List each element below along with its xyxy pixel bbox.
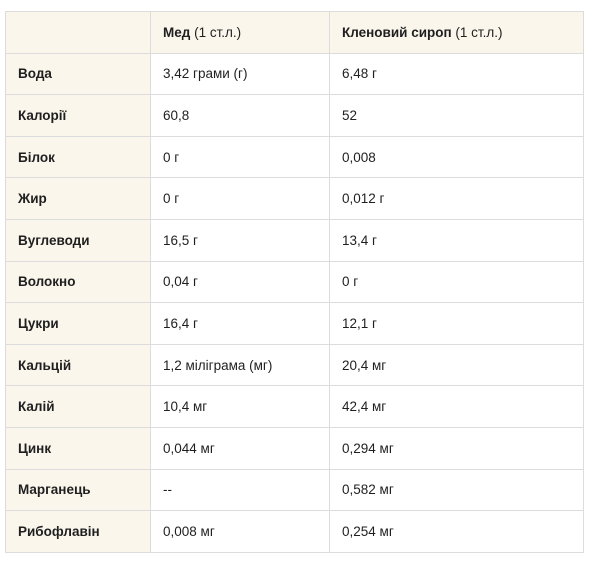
row-label-calcium: Кальцій (6, 344, 151, 386)
honey-water: 3,42 грами (г) (151, 53, 330, 95)
honey-protein: 0 г (151, 136, 330, 178)
syrup-water: 6,48 г (330, 53, 584, 95)
table-row (6, 261, 584, 303)
table-row (6, 427, 584, 469)
header-honey-title: Мед (163, 24, 191, 40)
table-row (6, 344, 584, 386)
table-row (6, 386, 584, 428)
table-row (6, 219, 584, 261)
honey-carbohydrates: 16,5 г (151, 219, 330, 261)
table-row (6, 136, 584, 178)
honey-calories: 60,8 (151, 95, 330, 137)
syrup-protein: 0,008 (330, 136, 584, 178)
row-label-potassium: Калій (6, 386, 151, 428)
honey-calcium: 1,2 міліграма (мг) (151, 344, 330, 386)
row-label-sugars: Цукри (6, 303, 151, 345)
row-label-water: Вода (6, 53, 151, 95)
honey-fiber: 0,04 г (151, 261, 330, 303)
table-row (6, 95, 584, 137)
table-header-row (6, 12, 584, 54)
honey-zinc: 0,044 мг (151, 427, 330, 469)
syrup-fat: 0,012 г (330, 178, 584, 220)
table-row (6, 511, 584, 553)
header-syrup-note: (1 ст.л.) (451, 24, 503, 40)
syrup-potassium: 42,4 мг (330, 386, 584, 428)
row-label-calories: Калорії (6, 95, 151, 137)
syrup-calories: 52 (330, 95, 584, 137)
syrup-sugars: 12,1 г (330, 303, 584, 345)
syrup-zinc: 0,294 мг (330, 427, 584, 469)
nutrition-comparison-table (5, 11, 584, 553)
honey-fat: 0 г (151, 178, 330, 220)
syrup-riboflavin: 0,254 мг (330, 511, 584, 553)
table-row (6, 469, 584, 511)
row-label-manganese: Марганець (6, 469, 151, 511)
row-label-protein: Білок (6, 136, 151, 178)
honey-riboflavin: 0,008 мг (151, 511, 330, 553)
table-row (6, 178, 584, 220)
table-row (6, 53, 584, 95)
syrup-calcium: 20,4 мг (330, 344, 584, 386)
table-row (6, 303, 584, 345)
honey-manganese: -- (151, 469, 330, 511)
header-empty-cell (6, 12, 151, 54)
row-label-riboflavin: Рибофлавін (6, 511, 151, 553)
row-label-fat: Жир (6, 178, 151, 220)
header-honey (151, 12, 330, 54)
nutrition-comparison-table-container (5, 11, 583, 553)
header-syrup-title: Кленовий сироп (342, 24, 452, 40)
row-label-fiber: Волокно (6, 261, 151, 303)
header-honey-note: (1 ст.л.) (190, 24, 242, 40)
honey-sugars: 16,4 г (151, 303, 330, 345)
syrup-fiber: 0 г (330, 261, 584, 303)
row-label-zinc: Цинк (6, 427, 151, 469)
syrup-manganese: 0,582 мг (330, 469, 584, 511)
header-maple-syrup (330, 12, 584, 54)
syrup-carbohydrates: 13,4 г (330, 219, 584, 261)
row-label-carbohydrates: Вуглеводи (6, 219, 151, 261)
honey-potassium: 10,4 мг (151, 386, 330, 428)
